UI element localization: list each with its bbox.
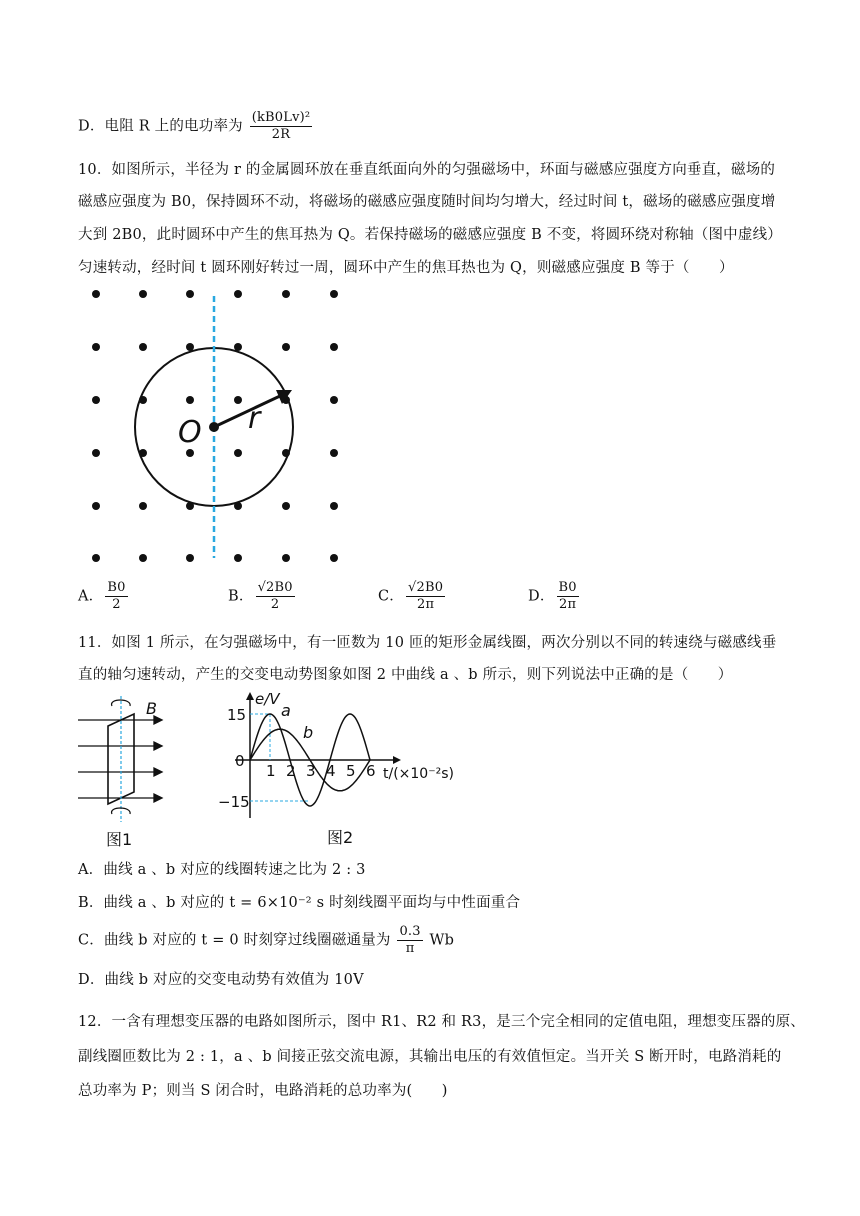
field-dot: [186, 396, 194, 404]
field-dot: [186, 554, 194, 562]
x-tick-label: 3: [306, 762, 316, 780]
q10-option-d[interactable]: D． $\frac{B0}{2\pi}$: [528, 580, 577, 612]
q10-stem-line1: 10．如图所示，半径为 r 的金属圆环放在垂直纸面向外的匀强磁场中，环面与磁感应强度方向垂直，磁场的: [78, 162, 776, 178]
q11-stem-line1: 11．如图 1 所示，在匀强磁场中，有一匝数为 10 匝的矩形金属线圈，两次分别以不同的转速绕与磁感线垂: [78, 635, 777, 651]
q10-option-b[interactable]: B． $\frac{√2B0}{2}$: [228, 580, 293, 612]
e-axis-arrow: [246, 692, 254, 700]
q11-option-b[interactable]: B．曲线 a 、b 对应的 t = 6×10⁻² s 时刻线圈平面均与中性面重合: [78, 895, 521, 911]
x-tick-label: 6: [366, 762, 376, 780]
q11-option-c-fraction: $\frac{0.3}{\pi}$: [399, 924, 421, 956]
field-dot: [139, 502, 147, 510]
figure2-caption: 图2: [327, 828, 354, 847]
t-axis-arrow: [393, 756, 401, 764]
q11-option-a[interactable]: A．曲线 a 、b 对应的线圈转速之比为 2 : 3: [78, 862, 366, 878]
x-tick-label: 5: [346, 762, 356, 780]
x-tick-label: 1: [266, 762, 276, 780]
center-label: O: [178, 415, 202, 450]
q12-stem-line3: 总功率为 P；则当 S 闭合时，电路消耗的总功率为( ): [78, 1083, 448, 1099]
field-dot: [92, 343, 100, 351]
field-dot: [330, 290, 338, 298]
field-dot: [330, 449, 338, 457]
field-dot: [92, 396, 100, 404]
radius-arrow: [214, 396, 280, 427]
field-dot: [92, 554, 100, 562]
q11-figure2-emf-graph: [215, 690, 460, 850]
y-tick-15: 15: [227, 706, 247, 724]
field-label: B: [146, 699, 157, 718]
q12-stem-line1: 12．一含有理想变压器的电路如图所示，图中 R1、R2 和 R3，是三个完全相同的定值电阻，理想变压器的原、: [78, 1014, 806, 1030]
x-tick-label: 4: [326, 762, 336, 780]
q9-option-d: [78, 110, 314, 143]
field-dot: [234, 290, 242, 298]
q11-option-c[interactable]: C．曲线 b 对应的 t = 0 时刻穿过线圈磁通量为 $\frac{0.3}{\pi}$ Wb: [78, 924, 455, 956]
curve-b-label: b: [303, 723, 314, 742]
field-dot: [330, 554, 338, 562]
q10-option-a[interactable]: A． $\frac{B0}{2}$: [78, 580, 126, 612]
field-dot: [282, 554, 290, 562]
field-dot: [330, 343, 338, 351]
q9-option-d-fraction: $\frac{\text{(kB0Lv)²}}{2R}$: [251, 110, 311, 142]
x-axis-label: t/(×10⁻²s): [383, 766, 454, 782]
y-axis-label: e/V: [255, 690, 280, 708]
field-dot: [330, 396, 338, 404]
field-dot: [139, 290, 147, 298]
field-dot: [234, 449, 242, 457]
field-dot: [186, 449, 194, 457]
field-dot: [330, 502, 338, 510]
field-dot: [139, 554, 147, 562]
field-dot: [186, 343, 194, 351]
field-dot: [282, 502, 290, 510]
y-tick-0: 0: [235, 752, 245, 770]
field-dot: [139, 343, 147, 351]
q10-options: [78, 580, 778, 624]
q11-option-d[interactable]: D．曲线 b 对应的交变电动势有效值为 10V: [78, 972, 364, 988]
q10-option-c[interactable]: C． $\frac{√2B0}{2\pi}$: [378, 580, 444, 612]
field-dot: [234, 396, 242, 404]
q10-stem-line2: 磁感应强度为 B0，保持圆环不动，将磁场的磁感应强度随时间均匀增大，经过时间 t，磁场的磁感应强度增: [78, 194, 776, 210]
radius-label: r: [248, 401, 261, 436]
field-dot: [92, 502, 100, 510]
x-tick-label: 2: [286, 762, 296, 780]
field-dot: [282, 290, 290, 298]
y-tick-minus15: −15: [218, 793, 250, 811]
q11-figure1-coil: [72, 692, 182, 852]
field-dot: [234, 343, 242, 351]
field-dot: [282, 343, 290, 351]
curve-a-label: a: [281, 701, 291, 720]
q10-stem-line3: 大到 2B0，此时圆环中产生的焦耳热为 Q。若保持磁场的磁感应强度 B 不变，将圆环绕对称轴（图中虚线）: [78, 227, 782, 243]
field-dot: [92, 290, 100, 298]
q11-stem-line2: 直的轴匀速转动，产生的交变电动势图象如图 2 中曲线 a 、b 所示，则下列说法中正确的是（ ）: [78, 667, 733, 683]
field-dot: [186, 290, 194, 298]
q9-option-d-text: D．电阻 R 上的电功率为: [78, 118, 243, 135]
q10-magnetic-field-figure: [80, 282, 360, 572]
q10-stem-line4: 匀速转动，经时间 t 圆环刚好转过一周，圆环中产生的焦耳热也为 Q，则磁感应强度 B 等于（ ）: [78, 260, 734, 276]
q12-stem-line2: 副线圈匝数比为 2 : 1，a 、b 间接正弦交流电源，其输出电压的有效值恒定。当开关 S 断开时，电路消耗的: [78, 1049, 782, 1065]
figure1-caption: 图1: [106, 830, 133, 849]
field-dot: [92, 449, 100, 457]
field-dot: [234, 554, 242, 562]
